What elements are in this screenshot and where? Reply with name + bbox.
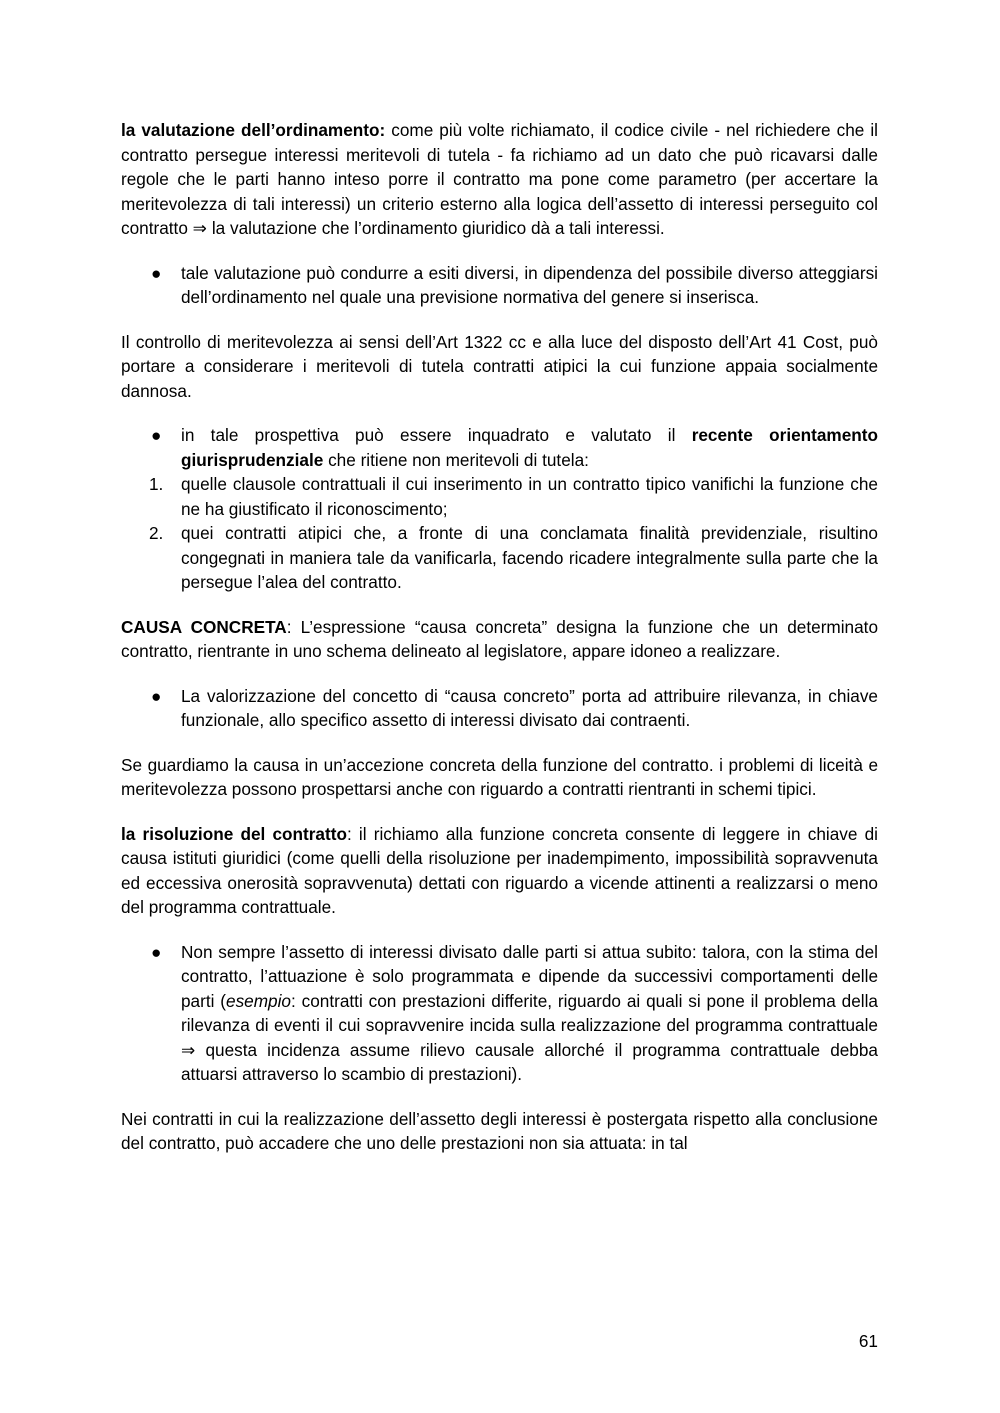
paragraph-text: Se guardiamo la causa in un’accezione concreta della funzione del contratto. i problemi di liceità e meritevolezza possono prospettarsi anche con riguardo a contratti rientranti in schemi tipici. [121,754,878,799]
bullet-text: Non sempre l’assetto di interessi divisato dalle parti si attua subito: talora, con la stima del contratto, l’attuazione è solo programmata e dipende da successivi comportamenti delle parti ( [181,941,878,1011]
bullet-marker: ● [151,262,162,283]
bold-term: recente orientamento giurisprudenziale [181,425,878,470]
numbered-item [121,521,878,595]
page-number: 61 [858,1331,878,1351]
paragraph-text: Nei contratti in cui la realizzazione dell’assetto degli interessi è postergata rispetto alla conclusione del contratto, può accadere che uno delle prestazioni non sia attuata: in tal [121,1108,878,1153]
numbered-item [121,472,878,521]
number-marker: 1. [149,474,164,494]
number-marker: 2. [149,523,164,543]
bold-term: CAUSA CONCRETA [121,616,287,637]
paragraph-causa-concreta [121,615,878,664]
paragraph-accezione-concreta [121,753,878,802]
bold-term: la valutazione dell’ordinamento: [121,120,386,140]
numbered-text: quelle clausole contrattuali il cui inserimento in un contratto tipico vanifichi la funzione che ne ha giustificato il riconoscimento; [181,474,878,519]
bullet-text: tale valutazione può condurre a esiti diversi, in dipendenza del possibile diverso atteggiarsi dell’ordinamento nel quale una previsione normativa del genere si inserisca. [181,262,878,307]
italic-term: esempio [226,990,291,1011]
bullet-marker: ● [151,941,162,962]
bullet-item [121,261,878,310]
paragraph-risoluzione [121,822,878,920]
bullet-text: : contratti con prestazioni differite, riguardo ai quali si pone il problema della rilevanza di eventi il cui sopravvenire incida sulla realizzazione del programma contrattuale ⇒ questa incidenza assume rilievo causale allorché il programma contrattuale debba attuarsi attraverso lo scambio di prestazioni). [181,990,878,1084]
paragraph-controllo-meritevolezza [121,330,878,404]
paragraph-ordinamento [121,118,878,241]
paragraph-text: Il controllo di meritevolezza ai sensi dell’Art 1322 cc e alla luce del disposto dell’Art 41 Cost, può portare a considerare i meritevoli di tutela contratti atipici la cui funzione appaia socialmente dannosa. [121,331,878,401]
bullet-item [121,940,878,1087]
bullet-item [121,684,878,733]
bullet-text: in tale prospettiva può essere inquadrato e valutato il [181,425,692,445]
bold-term: la risoluzione del contratto [121,823,347,844]
paragraph-text: : il richiamo alla funzione concreta consente di leggere in chiave di causa istituti giuridici (come quelli della risoluzione per inadempimento, impossibilità sopravvenuta ed eccessiva onerosità sopravvenuta) dettati con riguardo a vicende attinenti a realizzarsi o meno del programma contrattuale. [121,823,878,917]
bullet-marker: ● [151,685,162,706]
bullet-text: La valorizzazione del concetto di “causa concreto” porta ad attribuire rilevanza, in chiave funzionale, allo specifico assetto di interessi divisato dai contraenti. [181,685,878,730]
bullet-item [121,423,878,472]
paragraph-text: : L’espressione “causa concreta” designa la funzione che un determinato contratto, rientrante in uno schema delineato al legislatore, appare idoneo a realizzare. [121,616,879,661]
bullet-marker: ● [151,425,162,445]
document-body [121,118,878,1156]
paragraph-postergata [121,1107,878,1156]
paragraph-text: come più volte richiamato, il codice civile - nel richiedere che il contratto persegue interessi meritevoli di tutela - fa richiamo ad un dato che può ricavarsi dalle regole che le parti hanno inteso porre il contratto ma pone come parametro (per accertare la meritevolezza di tali interessi) un criterio esterno alla logica dell’assetto di interessi perseguito col contratto ⇒ la valutazione che l’ordinamento giuridico dà a tali interessi. [121,120,878,238]
numbered-text: quei contratti atipici che, a fronte di una conclamata finalità previdenziale, risultino congegnati in maniera tale da vanificarla, facendo ricadere integralmente sulla parte che la persegue l’alea del contratto. [181,523,878,592]
bullet-text: che ritiene non meritevoli di tutela: [323,449,589,470]
